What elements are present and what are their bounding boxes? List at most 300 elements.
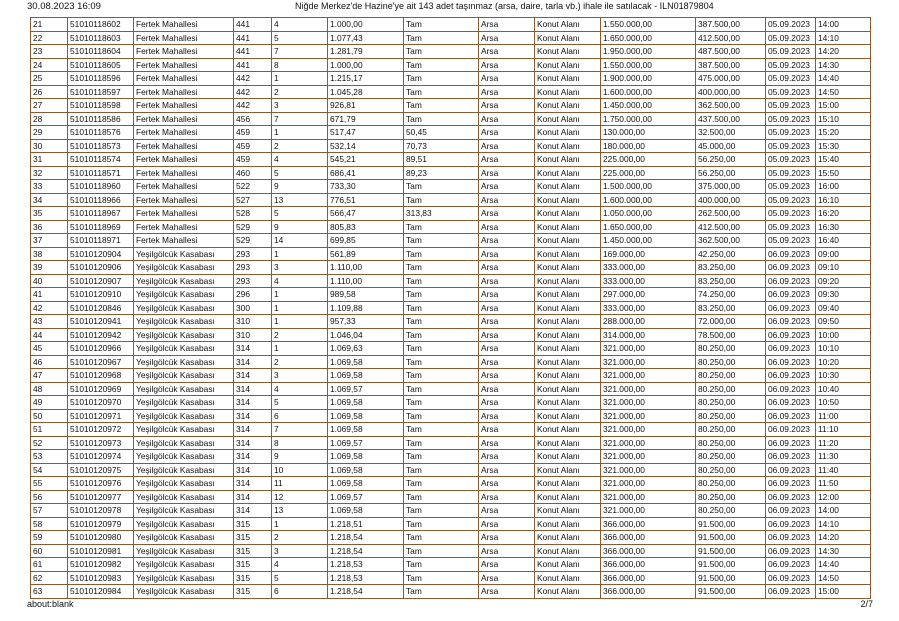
cell-parcel-no: 3: [272, 544, 328, 558]
cell-lot-id: 51010118967: [68, 207, 134, 221]
cell-estimated-value: 169.000,00: [601, 247, 696, 261]
cell-auction-date: 05.09.2023: [766, 31, 816, 45]
cell-share: Tam: [404, 490, 479, 504]
cell-zoning: Konut Alanı: [535, 31, 601, 45]
cell-zoning: Konut Alanı: [535, 490, 601, 504]
cell-location: Yeşilgölcük Kasabası: [134, 342, 234, 356]
cell-estimated-value: 321.000,00: [601, 342, 696, 356]
cell-auction-date: 06.09.2023: [766, 490, 816, 504]
cell-auction-date: 06.09.2023: [766, 450, 816, 464]
cell-row-number: 29: [31, 126, 68, 140]
cell-estimated-value: 1.450.000,00: [601, 99, 696, 113]
cell-zoning: Konut Alanı: [535, 220, 601, 234]
cell-property-type: Arsa: [479, 193, 535, 207]
cell-location: Yeşilgölcük Kasabası: [134, 409, 234, 423]
cell-deposit: 400.000,00: [696, 193, 766, 207]
cell-share: Tam: [404, 180, 479, 194]
cell-deposit: 91.500,00: [696, 585, 766, 599]
cell-block-no: 441: [234, 31, 272, 45]
cell-deposit: 80.250,00: [696, 490, 766, 504]
cell-deposit: 362.500,00: [696, 234, 766, 248]
cell-property-type: Arsa: [479, 99, 535, 113]
cell-parcel-no: 7: [272, 423, 328, 437]
table-row: [31, 436, 871, 450]
cell-row-number: 33: [31, 180, 68, 194]
cell-estimated-value: 1.650.000,00: [601, 31, 696, 45]
table-row: [31, 355, 871, 369]
cell-property-type: Arsa: [479, 382, 535, 396]
cell-deposit: 412.500,00: [696, 31, 766, 45]
cell-parcel-no: 4: [272, 558, 328, 572]
cell-area-m2: 1.281,79: [328, 45, 404, 59]
cell-auction-time: 15:00: [816, 99, 871, 113]
cell-auction-time: 12:00: [816, 490, 871, 504]
table-row: [31, 247, 871, 261]
cell-location: Yeşilgölcük Kasabası: [134, 571, 234, 585]
cell-row-number: 27: [31, 99, 68, 113]
cell-auction-time: 11:00: [816, 409, 871, 423]
cell-deposit: 78.500,00: [696, 328, 766, 342]
cell-row-number: 37: [31, 234, 68, 248]
cell-property-type: Arsa: [479, 58, 535, 72]
cell-block-no: 293: [234, 261, 272, 275]
cell-parcel-no: 5: [272, 571, 328, 585]
cell-share: Tam: [404, 436, 479, 450]
cell-lot-id: 51010120976: [68, 477, 134, 491]
cell-property-type: Arsa: [479, 31, 535, 45]
cell-zoning: Konut Alanı: [535, 45, 601, 59]
cell-property-type: Arsa: [479, 517, 535, 531]
cell-zoning: Konut Alanı: [535, 153, 601, 167]
cell-parcel-no: 1: [272, 315, 328, 329]
cell-block-no: 527: [234, 193, 272, 207]
cell-estimated-value: 366.000,00: [601, 585, 696, 599]
cell-deposit: 375.000,00: [696, 180, 766, 194]
cell-share: 89,23: [404, 166, 479, 180]
cell-row-number: 42: [31, 301, 68, 315]
cell-block-no: 310: [234, 328, 272, 342]
print-datetime: 30.08.2023 16:09: [27, 1, 101, 12]
cell-zoning: Konut Alanı: [535, 126, 601, 140]
table-row: [31, 571, 871, 585]
cell-deposit: 387.500,00: [696, 18, 766, 32]
cell-deposit: 400.000,00: [696, 85, 766, 99]
cell-estimated-value: 321.000,00: [601, 450, 696, 464]
cell-area-m2: 517,47: [328, 126, 404, 140]
page-number: 2/7: [860, 599, 873, 609]
cell-lot-id: 51010120975: [68, 463, 134, 477]
cell-deposit: 56.250,00: [696, 153, 766, 167]
cell-zoning: Konut Alanı: [535, 85, 601, 99]
cell-estimated-value: 321.000,00: [601, 436, 696, 450]
cell-zoning: Konut Alanı: [535, 409, 601, 423]
cell-area-m2: 1.218,53: [328, 571, 404, 585]
cell-auction-time: 15:50: [816, 166, 871, 180]
cell-auction-date: 05.09.2023: [766, 139, 816, 153]
table-row: [31, 531, 871, 545]
cell-share: Tam: [404, 85, 479, 99]
cell-row-number: 48: [31, 382, 68, 396]
cell-lot-id: 51010118596: [68, 72, 134, 86]
cell-auction-time: 11:40: [816, 463, 871, 477]
cell-parcel-no: 5: [272, 31, 328, 45]
table-row: [31, 315, 871, 329]
table-row: [31, 490, 871, 504]
cell-area-m2: 1.069,57: [328, 490, 404, 504]
cell-estimated-value: 1.750.000,00: [601, 112, 696, 126]
cell-row-number: 45: [31, 342, 68, 356]
cell-zoning: Konut Alanı: [535, 274, 601, 288]
cell-share: Tam: [404, 355, 479, 369]
cell-zoning: Konut Alanı: [535, 234, 601, 248]
cell-property-type: Arsa: [479, 153, 535, 167]
cell-parcel-no: 6: [272, 409, 328, 423]
cell-parcel-no: 4: [272, 274, 328, 288]
cell-estimated-value: 333.000,00: [601, 261, 696, 275]
cell-zoning: Konut Alanı: [535, 571, 601, 585]
cell-area-m2: 566,47: [328, 207, 404, 221]
cell-parcel-no: 7: [272, 45, 328, 59]
cell-location: Yeşilgölcük Kasabası: [134, 274, 234, 288]
cell-estimated-value: 321.000,00: [601, 477, 696, 491]
cell-block-no: 314: [234, 477, 272, 491]
cell-location: Fertek Mahallesi: [134, 18, 234, 32]
cell-row-number: 62: [31, 571, 68, 585]
table-row: [31, 72, 871, 86]
cell-auction-time: 10:40: [816, 382, 871, 396]
cell-deposit: 91.500,00: [696, 558, 766, 572]
cell-share: Tam: [404, 409, 479, 423]
table-row: [31, 517, 871, 531]
cell-deposit: 262.500,00: [696, 207, 766, 221]
cell-row-number: 54: [31, 463, 68, 477]
cell-location: Fertek Mahallesi: [134, 193, 234, 207]
cell-lot-id: 51010118971: [68, 234, 134, 248]
cell-estimated-value: 366.000,00: [601, 531, 696, 545]
cell-deposit: 362.500,00: [696, 99, 766, 113]
cell-lot-id: 51010120978: [68, 504, 134, 518]
cell-zoning: Konut Alanı: [535, 99, 601, 113]
cell-auction-time: 10:10: [816, 342, 871, 356]
cell-parcel-no: 13: [272, 504, 328, 518]
cell-block-no: 522: [234, 180, 272, 194]
cell-lot-id: 51010120910: [68, 288, 134, 302]
cell-location: Fertek Mahallesi: [134, 31, 234, 45]
cell-zoning: Konut Alanı: [535, 315, 601, 329]
cell-estimated-value: 1.450.000,00: [601, 234, 696, 248]
cell-location: Yeşilgölcük Kasabası: [134, 261, 234, 275]
cell-auction-time: 14:10: [816, 31, 871, 45]
cell-parcel-no: 4: [272, 382, 328, 396]
table-row: [31, 369, 871, 383]
table-row: [31, 342, 871, 356]
cell-row-number: 43: [31, 315, 68, 329]
cell-auction-time: 11:20: [816, 436, 871, 450]
cell-parcel-no: 1: [272, 126, 328, 140]
cell-lot-id: 51010120967: [68, 355, 134, 369]
cell-lot-id: 51010120977: [68, 490, 134, 504]
cell-location: Yeşilgölcük Kasabası: [134, 382, 234, 396]
cell-property-type: Arsa: [479, 436, 535, 450]
cell-location: Yeşilgölcük Kasabası: [134, 247, 234, 261]
table-row: [31, 85, 871, 99]
cell-location: Yeşilgölcük Kasabası: [134, 544, 234, 558]
cell-row-number: 31: [31, 153, 68, 167]
cell-share: Tam: [404, 220, 479, 234]
cell-estimated-value: 225.000,00: [601, 153, 696, 167]
cell-estimated-value: 1.050.000,00: [601, 207, 696, 221]
cell-parcel-no: 4: [272, 18, 328, 32]
cell-location: Yeşilgölcük Kasabası: [134, 369, 234, 383]
cell-auction-date: 05.09.2023: [766, 112, 816, 126]
cell-zoning: Konut Alanı: [535, 72, 601, 86]
cell-auction-time: 15:10: [816, 112, 871, 126]
cell-block-no: 293: [234, 274, 272, 288]
cell-estimated-value: 366.000,00: [601, 558, 696, 572]
cell-property-type: Arsa: [479, 531, 535, 545]
cell-zoning: Konut Alanı: [535, 585, 601, 599]
cell-parcel-no: 1: [272, 288, 328, 302]
cell-auction-date: 06.09.2023: [766, 544, 816, 558]
cell-row-number: 47: [31, 369, 68, 383]
cell-property-type: Arsa: [479, 261, 535, 275]
cell-lot-id: 51010120972: [68, 423, 134, 437]
cell-area-m2: 1.110,00: [328, 274, 404, 288]
cell-zoning: Konut Alanı: [535, 396, 601, 410]
cell-deposit: 56.250,00: [696, 166, 766, 180]
cell-auction-time: 14:40: [816, 72, 871, 86]
cell-row-number: 50: [31, 409, 68, 423]
cell-area-m2: 1.218,54: [328, 531, 404, 545]
table-row: [31, 166, 871, 180]
cell-block-no: 314: [234, 369, 272, 383]
cell-block-no: 293: [234, 247, 272, 261]
cell-property-type: Arsa: [479, 288, 535, 302]
cell-auction-time: 09:30: [816, 288, 871, 302]
cell-parcel-no: 2: [272, 328, 328, 342]
cell-auction-date: 06.09.2023: [766, 261, 816, 275]
cell-parcel-no: 9: [272, 450, 328, 464]
cell-property-type: Arsa: [479, 585, 535, 599]
cell-block-no: 315: [234, 544, 272, 558]
cell-auction-time: 15:30: [816, 139, 871, 153]
cell-area-m2: 1.000,00: [328, 18, 404, 32]
cell-auction-time: 16:20: [816, 207, 871, 221]
cell-lot-id: 51010120941: [68, 315, 134, 329]
cell-row-number: 53: [31, 450, 68, 464]
cell-row-number: 22: [31, 31, 68, 45]
cell-auction-date: 06.09.2023: [766, 315, 816, 329]
cell-lot-id: 51010118571: [68, 166, 134, 180]
cell-area-m2: 1.069,57: [328, 436, 404, 450]
cell-location: Yeşilgölcük Kasabası: [134, 355, 234, 369]
cell-row-number: 56: [31, 490, 68, 504]
cell-area-m2: 545,21: [328, 153, 404, 167]
cell-auction-time: 16:30: [816, 220, 871, 234]
cell-row-number: 46: [31, 355, 68, 369]
cell-block-no: 441: [234, 45, 272, 59]
table-row: [31, 112, 871, 126]
cell-area-m2: 1.218,54: [328, 544, 404, 558]
cell-deposit: 83.250,00: [696, 261, 766, 275]
cell-lot-id: 51010118966: [68, 193, 134, 207]
cell-row-number: 40: [31, 274, 68, 288]
cell-lot-id: 51010120904: [68, 247, 134, 261]
cell-area-m2: 1.218,54: [328, 585, 404, 599]
table-row: [31, 544, 871, 558]
cell-estimated-value: 1.900.000,00: [601, 72, 696, 86]
cell-area-m2: 1.069,58: [328, 477, 404, 491]
cell-location: Yeşilgölcük Kasabası: [134, 531, 234, 545]
cell-zoning: Konut Alanı: [535, 355, 601, 369]
cell-auction-time: 14:20: [816, 45, 871, 59]
cell-parcel-no: 2: [272, 85, 328, 99]
cell-property-type: Arsa: [479, 315, 535, 329]
cell-area-m2: 1.046,04: [328, 328, 404, 342]
table-row: [31, 153, 871, 167]
cell-deposit: 80.250,00: [696, 504, 766, 518]
cell-auction-date: 06.09.2023: [766, 328, 816, 342]
cell-area-m2: 1.069,58: [328, 355, 404, 369]
cell-block-no: 528: [234, 207, 272, 221]
cell-auction-time: 14:50: [816, 571, 871, 585]
table-row: [31, 301, 871, 315]
cell-property-type: Arsa: [479, 274, 535, 288]
cell-deposit: 80.250,00: [696, 477, 766, 491]
cell-deposit: 80.250,00: [696, 355, 766, 369]
cell-zoning: Konut Alanı: [535, 342, 601, 356]
cell-block-no: 310: [234, 315, 272, 329]
cell-location: Fertek Mahallesi: [134, 234, 234, 248]
cell-row-number: 36: [31, 220, 68, 234]
cell-auction-date: 06.09.2023: [766, 463, 816, 477]
cell-zoning: Konut Alanı: [535, 193, 601, 207]
cell-deposit: 91.500,00: [696, 544, 766, 558]
cell-auction-time: 14:30: [816, 544, 871, 558]
cell-estimated-value: 1.950.000,00: [601, 45, 696, 59]
cell-row-number: 59: [31, 531, 68, 545]
cell-area-m2: 671,79: [328, 112, 404, 126]
cell-auction-date: 05.09.2023: [766, 180, 816, 194]
cell-share: Tam: [404, 112, 479, 126]
cell-auction-time: 11:30: [816, 450, 871, 464]
cell-location: Yeşilgölcük Kasabası: [134, 517, 234, 531]
cell-auction-date: 05.09.2023: [766, 207, 816, 221]
table-row: [31, 126, 871, 140]
cell-deposit: 387.500,00: [696, 58, 766, 72]
cell-auction-date: 06.09.2023: [766, 409, 816, 423]
cell-location: Yeşilgölcük Kasabası: [134, 504, 234, 518]
cell-parcel-no: 1: [272, 247, 328, 261]
cell-zoning: Konut Alanı: [535, 544, 601, 558]
cell-area-m2: 1.069,58: [328, 423, 404, 437]
cell-row-number: 52: [31, 436, 68, 450]
footer-url: about:blank: [27, 599, 74, 609]
cell-parcel-no: 5: [272, 207, 328, 221]
cell-parcel-no: 1: [272, 342, 328, 356]
cell-lot-id: 51010120984: [68, 585, 134, 599]
cell-block-no: 459: [234, 139, 272, 153]
cell-deposit: 91.500,00: [696, 531, 766, 545]
cell-parcel-no: 3: [272, 99, 328, 113]
cell-auction-date: 06.09.2023: [766, 288, 816, 302]
cell-area-m2: 1.069,58: [328, 463, 404, 477]
cell-deposit: 72.000,00: [696, 315, 766, 329]
cell-share: Tam: [404, 31, 479, 45]
cell-parcel-no: 10: [272, 463, 328, 477]
cell-deposit: 80.250,00: [696, 382, 766, 396]
cell-auction-date: 05.09.2023: [766, 153, 816, 167]
cell-deposit: 80.250,00: [696, 463, 766, 477]
cell-zoning: Konut Alanı: [535, 112, 601, 126]
cell-auction-time: 14:30: [816, 58, 871, 72]
cell-auction-date: 06.09.2023: [766, 571, 816, 585]
cell-deposit: 83.250,00: [696, 301, 766, 315]
table-row: [31, 450, 871, 464]
cell-area-m2: 1.069,58: [328, 369, 404, 383]
cell-area-m2: 1.045,28: [328, 85, 404, 99]
cell-location: Yeşilgölcük Kasabası: [134, 463, 234, 477]
cell-share: Tam: [404, 463, 479, 477]
cell-parcel-no: 4: [272, 153, 328, 167]
cell-zoning: Konut Alanı: [535, 166, 601, 180]
cell-lot-id: 51010118602: [68, 18, 134, 32]
cell-deposit: 42.250,00: [696, 247, 766, 261]
cell-block-no: 315: [234, 517, 272, 531]
cell-area-m2: 805,83: [328, 220, 404, 234]
cell-property-type: Arsa: [479, 234, 535, 248]
cell-deposit: 487.500,00: [696, 45, 766, 59]
cell-share: Tam: [404, 193, 479, 207]
cell-deposit: 80.250,00: [696, 436, 766, 450]
cell-auction-date: 06.09.2023: [766, 342, 816, 356]
table-row: [31, 328, 871, 342]
cell-share: Tam: [404, 369, 479, 383]
cell-property-type: Arsa: [479, 328, 535, 342]
cell-block-no: 314: [234, 382, 272, 396]
cell-share: Tam: [404, 301, 479, 315]
auction-lots-table: [30, 17, 871, 599]
cell-share: Tam: [404, 558, 479, 572]
cell-estimated-value: 1.500.000,00: [601, 180, 696, 194]
cell-deposit: 80.250,00: [696, 369, 766, 383]
cell-parcel-no: 12: [272, 490, 328, 504]
cell-area-m2: 561,89: [328, 247, 404, 261]
cell-location: Yeşilgölcük Kasabası: [134, 450, 234, 464]
cell-share: Tam: [404, 423, 479, 437]
cell-lot-id: 51010120982: [68, 558, 134, 572]
cell-block-no: 442: [234, 72, 272, 86]
cell-block-no: 314: [234, 436, 272, 450]
table-row: [31, 58, 871, 72]
cell-location: Yeşilgölcük Kasabası: [134, 288, 234, 302]
cell-auction-date: 05.09.2023: [766, 126, 816, 140]
cell-share: Tam: [404, 247, 479, 261]
cell-parcel-no: 5: [272, 166, 328, 180]
cell-estimated-value: 1.600.000,00: [601, 193, 696, 207]
cell-location: Yeşilgölcük Kasabası: [134, 315, 234, 329]
cell-auction-time: 15:20: [816, 126, 871, 140]
cell-lot-id: 51010118576: [68, 126, 134, 140]
cell-property-type: Arsa: [479, 247, 535, 261]
table-row: [31, 180, 871, 194]
cell-parcel-no: 1: [272, 301, 328, 315]
cell-row-number: 44: [31, 328, 68, 342]
cell-block-no: 314: [234, 396, 272, 410]
cell-area-m2: 989,58: [328, 288, 404, 302]
cell-share: Tam: [404, 45, 479, 59]
cell-zoning: Konut Alanı: [535, 139, 601, 153]
